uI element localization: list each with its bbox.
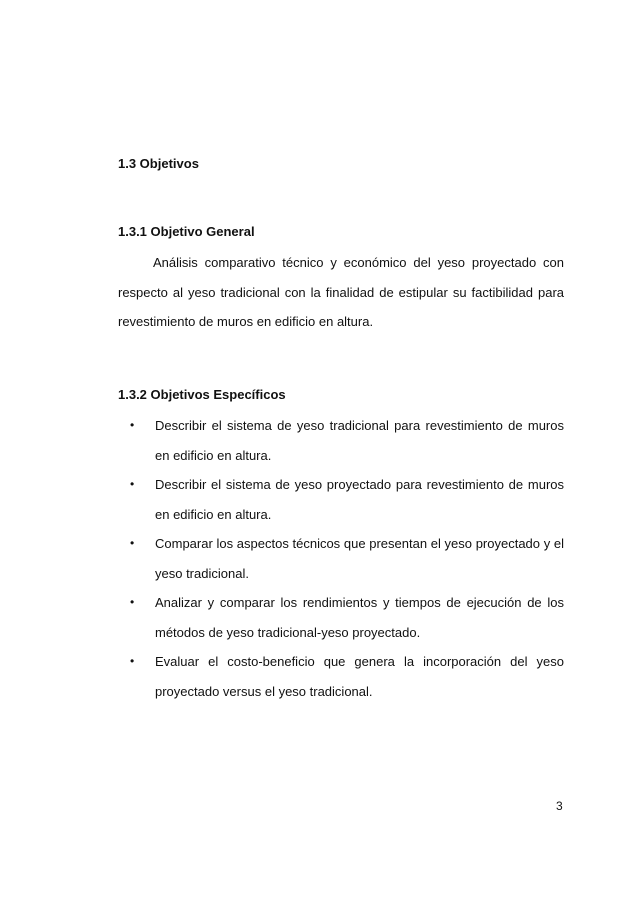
bullet-icon: • [130, 418, 135, 432]
bullet-icon: • [130, 536, 135, 550]
list-item [118, 529, 564, 588]
specific-objectives-list [118, 411, 564, 706]
list-item [118, 647, 564, 706]
list-item [118, 588, 564, 647]
list-item [118, 411, 564, 470]
list-item [118, 470, 564, 529]
bullet-icon: • [130, 595, 135, 609]
page-number: 3 [556, 799, 563, 813]
list-item-text: Describir el sistema de yeso tradicional para revestimiento de muros en edificio en altura. [155, 418, 564, 463]
list-item-text: Comparar los aspectos técnicos que presentan el yeso proyectado y el yeso tradicional. [155, 536, 564, 581]
general-objective-text: Análisis comparativo técnico y económico del yeso proyectado con respecto al yeso tradicional con la finalidad de estipular su factibilidad para revestimiento de muros en edificio en altura. [118, 255, 564, 329]
list-item-text: Analizar y comparar los rendimientos y tiempos de ejecución de los métodos de yeso tradicional-yeso proyectado. [155, 595, 564, 640]
bullet-icon: • [130, 477, 135, 491]
section-heading: 1.3 Objetivos [118, 156, 199, 171]
list-item-text: Evaluar el costo-beneficio que genera la incorporación del yeso proyectado versus el yeso tradicional. [155, 654, 564, 699]
list-item-text: Describir el sistema de yeso proyectado para revestimiento de muros en edificio en altura. [155, 477, 564, 522]
general-objective-heading: 1.3.1 Objetivo General [118, 224, 255, 239]
bullet-icon: • [130, 654, 135, 668]
specific-objectives-heading: 1.3.2 Objetivos Específicos [118, 387, 286, 402]
